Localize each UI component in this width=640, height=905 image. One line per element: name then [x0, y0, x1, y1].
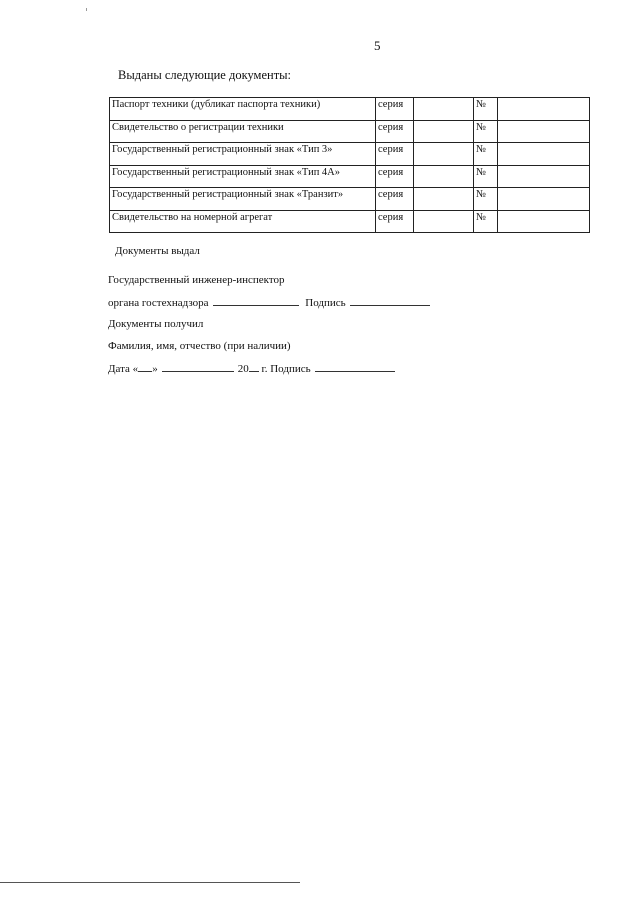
series-label-cell: серия [376, 143, 414, 166]
document-name-cell: Государственный регистрационный знак «Транзит» [110, 188, 376, 211]
number-label-cell: № [474, 143, 498, 166]
date-prefix: Дата « [108, 363, 139, 375]
series-value-cell[interactable] [414, 188, 474, 211]
receiver-signature-field[interactable] [315, 362, 395, 372]
document-row [110, 143, 590, 166]
issuer-signature-label: Подпись [305, 297, 346, 309]
document-row [110, 165, 590, 188]
date-line [108, 362, 395, 375]
series-value-cell[interactable] [414, 120, 474, 143]
issued-documents-table [109, 97, 590, 233]
series-label-cell: серия [376, 165, 414, 188]
series-value-cell[interactable] [414, 165, 474, 188]
issuer-signature-field[interactable] [350, 296, 430, 306]
date-year-suffix: г. [261, 363, 268, 375]
series-value-cell[interactable] [414, 210, 474, 233]
organ-line [108, 296, 430, 309]
issued-documents-body [110, 98, 590, 233]
number-label-cell: № [474, 98, 498, 121]
series-label-cell: серия [376, 210, 414, 233]
date-quote-close: » [152, 363, 158, 375]
received-by-label: Документы получил [108, 318, 204, 330]
document-name-cell: Государственный регистрационный знак «Тип 4А» [110, 165, 376, 188]
series-label-cell: серия [376, 98, 414, 121]
scan-mark [86, 8, 87, 11]
document-name-cell: Свидетельство на номерной агрегат [110, 210, 376, 233]
documents-heading: Выданы следующие документы: [118, 68, 292, 82]
document-row [110, 188, 590, 211]
number-value-cell[interactable] [498, 98, 590, 121]
number-label-cell: № [474, 120, 498, 143]
series-value-cell[interactable] [414, 143, 474, 166]
series-label-cell: серия [376, 120, 414, 143]
fio-label: Фамилия, имя, отчество (при наличии) [108, 340, 291, 352]
document-row [110, 210, 590, 233]
document-row [110, 98, 590, 121]
date-day-field[interactable] [138, 362, 152, 372]
number-value-cell[interactable] [498, 210, 590, 233]
series-label-cell: серия [376, 188, 414, 211]
series-value-cell[interactable] [414, 98, 474, 121]
organ-label: органа гостехнадзора [108, 297, 209, 309]
document-name-cell: Паспорт техники (дубликат паспорта техники) [110, 98, 376, 121]
number-value-cell[interactable] [498, 165, 590, 188]
date-year-field[interactable] [249, 362, 259, 372]
date-month-field[interactable] [162, 362, 234, 372]
page-number: 5 [374, 38, 381, 53]
number-value-cell[interactable] [498, 143, 590, 166]
issued-by-label: Документы выдал [115, 245, 200, 257]
number-value-cell[interactable] [498, 188, 590, 211]
document-name-cell: Государственный регистрационный знак «Тип 3» [110, 143, 376, 166]
receiver-signature-label: Подпись [270, 363, 311, 375]
inspector-title: Государственный инженер-инспектор [108, 274, 285, 286]
number-label-cell: № [474, 165, 498, 188]
number-label-cell: № [474, 188, 498, 211]
organ-blank-field[interactable] [213, 296, 299, 306]
number-label-cell: № [474, 210, 498, 233]
number-value-cell[interactable] [498, 120, 590, 143]
document-row [110, 120, 590, 143]
footer-rule [0, 882, 300, 883]
document-name-cell: Свидетельство о регистрации техники [110, 120, 376, 143]
date-year-prefix: 20 [237, 363, 249, 375]
